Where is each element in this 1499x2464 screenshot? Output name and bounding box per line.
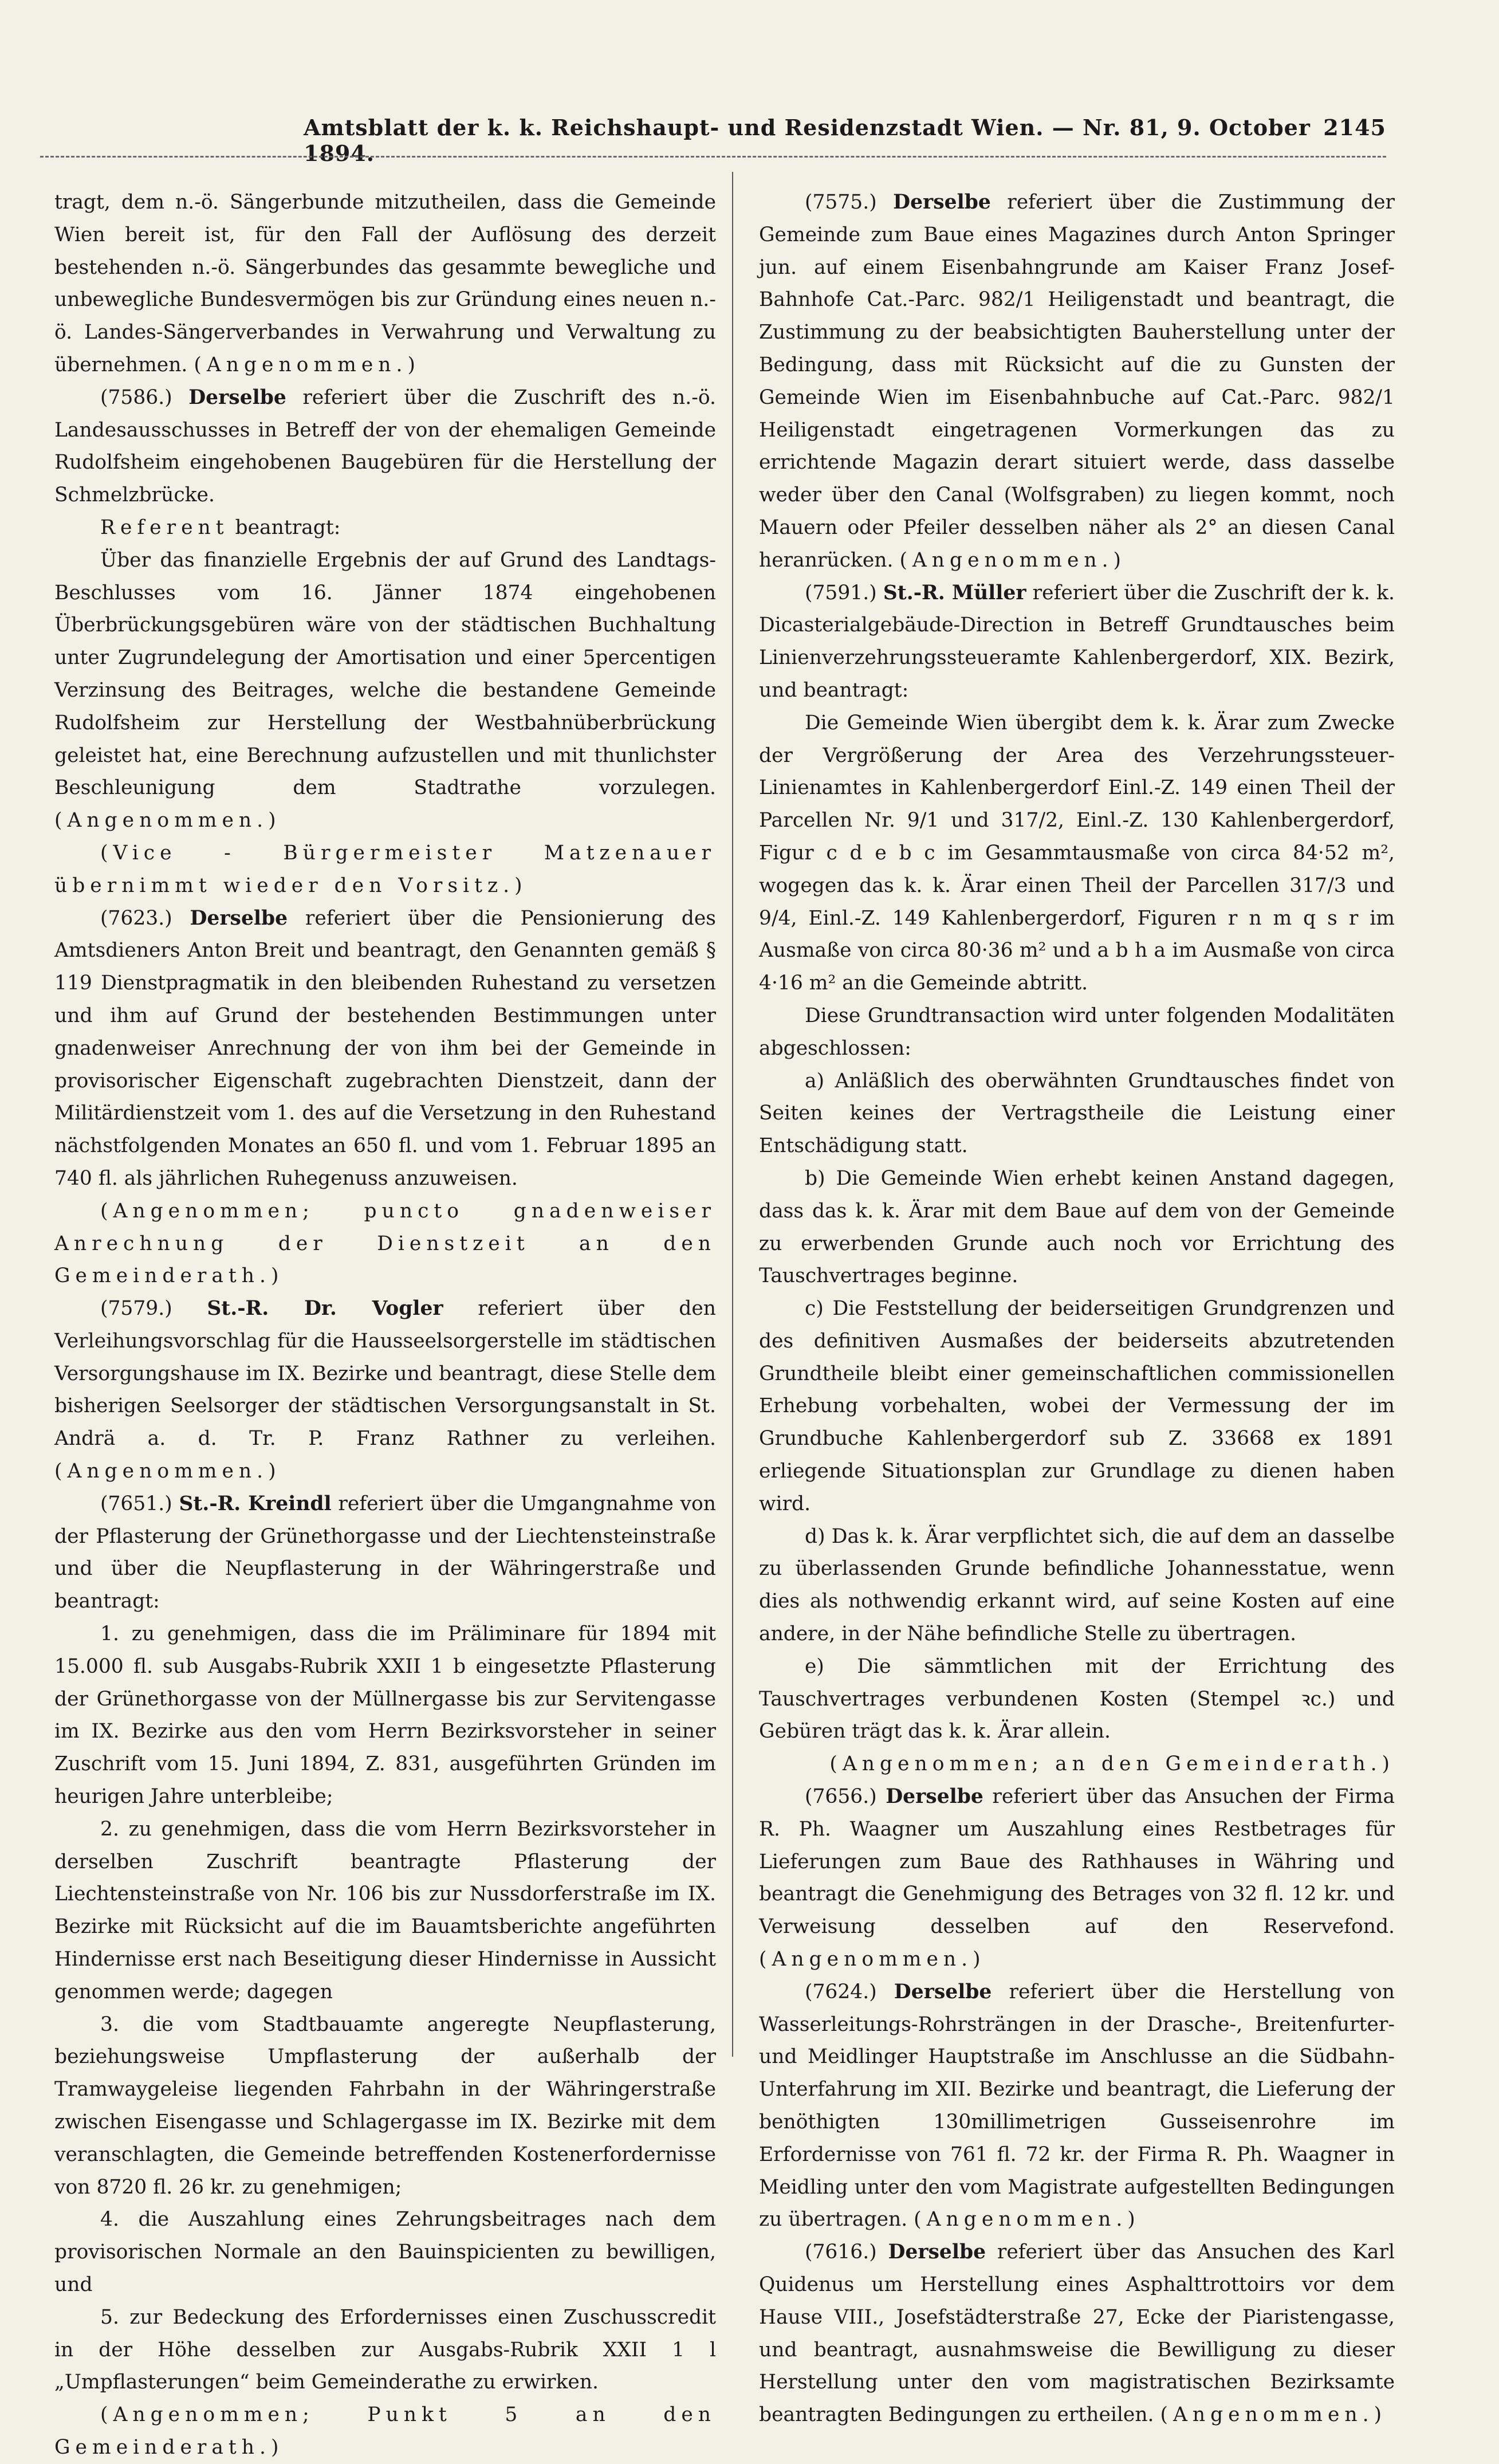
paragraph: 4. die Auszahlung eines Zehrungsbeitrages nach dem provisorischen Normale an den Bauinspicienten zu bewilligen, und bbox=[54, 2208, 716, 2296]
column-divider bbox=[732, 172, 733, 2057]
paragraph: (Angenommen; puncto gnadenweiser Anrechnung der Dienstzeit an den Gemeinderath.) bbox=[54, 1199, 716, 1288]
paragraph-text: tragt, dem n.-ö. Sängerbunde mitzutheilen, dass die Gemeinde Wien bereit ist, für den Fall der Auflösung des derzeit bestehenden n.-ö. Sängerbundes das gesammte bewegliche und unbewegliche Bundesvermögen bis zur Gründung eines neuen n.-ö. Landes-Sängerverbandes in Verwahrung und Verwaltung zu übernehmen. bbox=[54, 191, 716, 376]
item-number: (7651.) bbox=[100, 1492, 172, 1515]
page-number: 2145 bbox=[1323, 115, 1386, 140]
paragraph: e) Die sämmtlichen mit der Errichtung des Tauschvertrages verbundenen Kosten (Stempel ꝛc.) und Gebüren trägt das k. k. Ärar allein. bbox=[759, 1655, 1395, 1743]
resolution: (Angenommen.) bbox=[54, 1460, 281, 1483]
resolution: (Angenommen.) bbox=[899, 548, 1127, 572]
paragraph bbox=[759, 2236, 1395, 2431]
resolution: (Angenommen.) bbox=[1160, 2403, 1387, 2427]
paragraph: (Angenommen; an den Gemeinderath.) bbox=[829, 1752, 1395, 1776]
paragraph-text: beantragt: bbox=[235, 516, 341, 539]
paragraph: Die Gemeinde Wien übergibt dem k. k. Ärar zum Zwecke der Vergrößerung der Area des Verzehrungssteuer-Linienamtes in Kahlenbergerdorf Einl.-Z. 149 einen Theil der Parcellen Nr. 9/1 und 317/2, Einl.-Z. 130 Kahlenbergerdorf, Figur c d e b c im Gesammtausmaße von circa 84·52 m², wogegen das k. k. Ärar einen Theil der Parcellen 317/3 und 9/4, Einl.-Z. 149 Kahlenbergerdorf, Figuren r n m q s r im Ausmaße von circa 80·36 m² und a b h a im Ausmaße von circa 4·16 m² an die Gemeinde abtritt. bbox=[759, 711, 1395, 995]
speaker-name: Derselbe bbox=[886, 1785, 983, 1809]
left-column bbox=[54, 186, 716, 2464]
header-title: Amtsblatt der k. k. Reichshaupt- und Residenzstadt Wien. — Nr. 81, 9. October 1894. bbox=[304, 115, 1311, 166]
paragraph: d) Das k. k. Ärar verpflichtet sich, die auf dem an dasselbe zu überlassenden Grunde befindliche Johannesstatue, wenn dies als nothwendig erkannt wird, auf seine Kosten auf eine andere, in der Nähe befindliche Stelle zu übertragen. bbox=[759, 1524, 1395, 1646]
paragraph bbox=[54, 1488, 716, 1618]
paragraph-text: referiert über die Herstellung von Wasserleitungs-Rohrsträngen in der Drasche-, Breitenfurter- und Meidlinger Hauptstraße im Anschlusse an die Südbahn-Unterfahrung im XII. Bezirke und beantragt, die Lieferung der benöthigten 130millimetrigen Gusseisenrohre im Erfordernisse von 761 fl. 72 kr. der Firma R. Ph. Waagner in Meidling unter den vom Magistrate aufgestellten Bedingungen zu übertragen. bbox=[759, 1980, 1395, 2231]
paragraph-text: referiert über die Umgangnahme von der Pflasterung der Grünethorgasse und der Liechtensteinstraße und über die Neupflasterung in der Währingerstraße und beantragt: bbox=[54, 1492, 716, 1613]
paragraph bbox=[759, 186, 1395, 577]
paragraph bbox=[54, 544, 716, 837]
paragraph-text: referiert über die Zuschrift des n.-ö. Landesausschusses in Betreff der von der ehemaligen Gemeinde Rudolfsheim eingehobenen Baugebüren für die Herstellung der Schmelzbrücke. bbox=[54, 386, 716, 507]
speaker-name: Derselbe bbox=[190, 906, 288, 930]
speaker-name: Derselbe bbox=[888, 2241, 986, 2264]
item-number: (7656.) bbox=[805, 1785, 877, 1809]
speaker-name: St.-R. Kreindl bbox=[179, 1492, 332, 1515]
paragraph-text: Über das finanzielle Ergebnis der auf Grund des Landtags-Beschlusses vom 16. Jänner 1874 eingehobenen Überbrückungsgebüren wäre von der städtischen Buchhaltung unter Zugrundelegung der Amortisation und einer 5percentigen Verzinsung des Beitrages, welche die bestandene Gemeinde Rudolfsheim zur Herstellung der Westbahnüberbrückung geleistet hat, eine Berechnung aufzustellen und mit thunlichster Beschleunigung dem Stadtrathe vorzulegen. bbox=[54, 548, 716, 800]
paragraph: a) Anläßlich des oberwähnten Grundtausches findet von Seiten keines der Vertragstheile die Leistung einer Entschädigung statt. bbox=[759, 1069, 1395, 1158]
paragraph-text: referiert über das Ansuchen des Karl Quidenus um Herstellung eines Asphalttrottoirs vor dem Hause VIII., Josefstädterstraße 27, Ecke der Piaristengasse, und beantragt, ausnahmsweise die Bewilligung zu dieser Herstellung unter den vom magistratischen Bezirksamte beantragten Bedingungen zu ertheilen. bbox=[759, 2241, 1395, 2427]
paragraph bbox=[759, 577, 1395, 707]
speaker-name: St.-R. Müller bbox=[883, 581, 1026, 604]
item-number: (7624.) bbox=[805, 1980, 877, 2003]
paragraph: c) Die Feststellung der beiderseitigen Grundgrenzen und des definitiven Ausmaßes der beiderseits abzutretenden Grundtheile bleibt einer gemeinschaftlichen commissionellen Erhebung vorbehalten, wobei der Vermessung der im Grundbuche Kahlenbergerdorf sub Z. 33668 ex 1891 erliegende Situationsplan zur Grundlage zu dienen haben wird. bbox=[759, 1297, 1395, 1515]
paragraph bbox=[54, 382, 716, 512]
speaker-name: Derselbe bbox=[894, 1980, 992, 2003]
paragraph: Diese Grundtransaction wird unter folgenden Modalitäten abgeschlossen: bbox=[759, 1004, 1395, 1060]
paragraph bbox=[54, 902, 716, 1195]
paragraph: 2. zu genehmigen, dass die vom Herrn Bezirksvorsteher in derselben Zuschrift beantragte Pflasterung der Liechtensteinstraße von Nr. 106 bis zur Nussdorferstraße im IX. Bezirke mit Rücksicht auf die im Bauamtsberichte angeführten Hindernisse erst nach Beseitigung dieser Hindernisse in Aussicht genommen werde; dagegen bbox=[54, 1817, 716, 2003]
paragraph: 3. die vom Stadtbauamte angeregte Neupflasterung, beziehungsweise Umpflasterung der außerhalb der Tramwaygeleise liegenden Fahrbahn in der Währingerstraße zwischen Eisengasse und Schlagergasse im IX. Bezirke mit dem veranschlagten, die Gemeinde betreffenden Kostenerfordernisse von 8720 fl. 26 kr. zu genehmigen; bbox=[54, 2013, 716, 2199]
paragraph: 1. zu genehmigen, dass die im Präliminare für 1894 mit 15.000 fl. sub Ausgabs-Rubrik XXII 1 b eingesetzte Pflasterung der Grünethorgasse von der Müllnergasse bis zur Servitengasse im IX. Bezirke aus den vom Herrn Bezirksvorsteher in seiner Zuschrift vom 15. Juni 1894, Z. 831, ausgeführten Gründen im heurigen Jahre unterbleibe; bbox=[54, 1622, 716, 1809]
paragraph-text: referiert über die Zuschrift der k. k. Dicasterialgebäude-Direction in Betreff Grundtausches beim Linienverzehrungssteueramte Kahlenbergerdorf, XIX. Bezirk, und beantragt: bbox=[759, 581, 1395, 702]
paragraph: (Vice - Bürgermeister Matzenauer übernimmt wieder den Vorsitz.) bbox=[54, 841, 716, 897]
item-number: (7616.) bbox=[805, 2241, 877, 2264]
speaker-name: Derselbe bbox=[893, 191, 991, 214]
paragraph-text: referiert über den Verleihungsvorschlag für die Hausseelsorgerstelle im städtischen Versorgungshause im IX. Bezirke und beantragt, diese Stelle dem bisherigen Seelsorger der städtischen Versorgungsanstalt in St. Andrä a. d. Tr. P. Franz Rathner zu verleihen. bbox=[54, 1297, 716, 1451]
paragraph bbox=[759, 1976, 1395, 2236]
paragraph bbox=[54, 1292, 716, 1488]
paragraph: b) Die Gemeinde Wien erhebt keinen Anstand dagegen, dass das k. k. Ärar mit dem Baue auf dem von der Gemeinde zu erwerbenden Grunde auch noch vor Errichtung des Tauschvertrages beginne. bbox=[759, 1166, 1395, 1288]
paragraph-text: referiert über die Pensionierung des Amtsdieners Anton Breit und beantragt, den Genannten gemäß § 119 Dienstpragmatik in den bleibenden Ruhestand zu versetzen und ihm auf Grund der bestehenden Bestimmungen unter gnadenweiser Anrechnung der von ihm bei der Gemeinde in provisorischer Eigenschaft zugebrachten Dienstzeit, dann der Militärdienstzeit vom 1. des auf die Versetzung in den Ruhestand nächstfolgenden Monates an 650 fl. und vom 1. Februar 1895 an 740 fl. als jährlichen Ruhegenuss anzuweisen. bbox=[54, 906, 716, 1190]
paragraph-text: referiert über das Ansuchen der Firma R. Ph. Waagner um Auszahlung eines Restbetrages für Lieferungen zum Baue des Rathhauses in Währing und beantragt die Genehmigung des Betrages von 32 fl. 12 kr. und Verweisung desselben auf den Reservefond. bbox=[759, 1785, 1395, 1939]
paragraph bbox=[54, 512, 716, 544]
paragraph-text: referiert über die Zustimmung der Gemeinde zum Baue eines Magazines durch Anton Springer jun. auf einem Eisenbahngrunde am Kaiser Franz Josef-Bahnhofe Cat.-Parc. 982/1 Heiligenstadt und beantragt, die Zustimmung zu der beabsichtigten Bauherstellung unter der Bedingung, dass mit Rücksicht auf die zu Gunsten der Gemeinde Wien im Eisenbahnbuche auf Cat.-Parc. 982/1 Heiligenstadt eingetragenen Vormerkungen das zu errichtende Magazin derart situiert werde, dass dasselbe weder über den Canal (Wolfsgraben) zu liegen kommt, noch Mauern oder Pfeiler desselben näher als 2° an diesen Canal heranrücken. bbox=[759, 191, 1395, 572]
header-rule bbox=[40, 156, 1386, 158]
referent-label: Referent bbox=[100, 516, 229, 539]
paragraph: 5. zur Bedeckung des Erfordernisses einen Zuschusscredit in der Höhe desselben zur Ausgabs-Rubrik XXII 1 l „Umpflasterungen“ beim Gemeinderathe zu erwirken. bbox=[54, 2305, 716, 2394]
item-number: (7623.) bbox=[100, 906, 172, 930]
item-number: (7591.) bbox=[805, 581, 877, 604]
resolution: (Angenommen.) bbox=[54, 809, 281, 832]
speaker-name: St.-R. Dr. Vogler bbox=[207, 1297, 443, 1321]
paragraph: (Angenommen; Punkt 5 an den Gemeinderath.) bbox=[54, 2403, 716, 2459]
speaker-name: Derselbe bbox=[188, 386, 286, 409]
item-number: (7586.) bbox=[100, 386, 172, 409]
right-column bbox=[759, 186, 1395, 2431]
paragraph bbox=[54, 186, 716, 382]
resolution: (Angenommen.) bbox=[759, 1948, 986, 1971]
resolution: (Angenommen.) bbox=[914, 2208, 1140, 2231]
resolution: (Angenommen.) bbox=[194, 353, 420, 376]
item-number: (7575.) bbox=[805, 191, 877, 214]
item-number: (7579.) bbox=[100, 1297, 172, 1321]
page-header bbox=[40, 115, 1386, 166]
paragraph bbox=[759, 1781, 1395, 1976]
